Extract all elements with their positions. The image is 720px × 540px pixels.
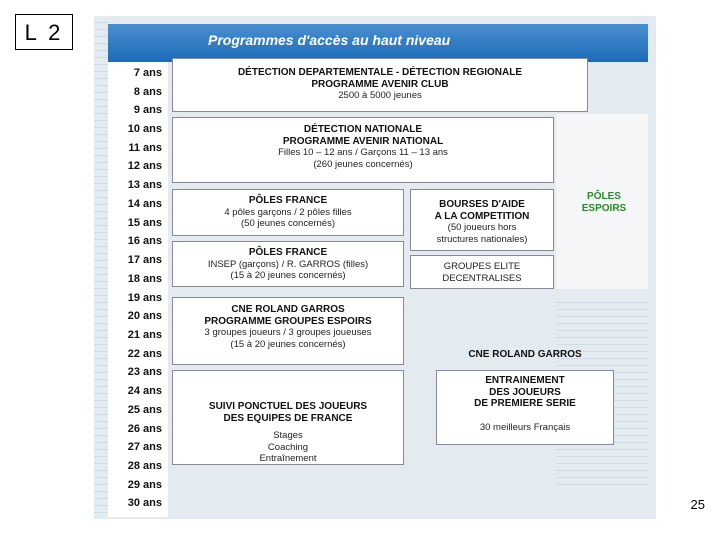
age-label: 9 ans	[133, 104, 162, 116]
box-bourses	[410, 189, 554, 251]
slide-label: L 2	[15, 14, 73, 50]
age-label: 26 ans	[127, 423, 162, 435]
age-label: 15 ans	[127, 217, 162, 229]
box-title: PÔLES FRANCE	[248, 195, 328, 206]
age-label: 18 ans	[127, 273, 162, 285]
age-label: 8 ans	[133, 86, 162, 98]
box-line: 2500 à 5000 jeunes	[338, 90, 422, 101]
box-title: CNE ROLAND GARROS	[231, 304, 345, 315]
age-label: 27 ans	[127, 441, 162, 453]
box-title: DÉTECTION NATIONALE	[303, 124, 423, 135]
box-line: (15 à 20 jeunes concernés)	[230, 270, 346, 281]
age-label: 30 ans	[127, 497, 162, 509]
box-line: GROUPES ELITE	[443, 261, 521, 272]
poles-espoirs-label	[564, 191, 644, 215]
age-label: 14 ans	[127, 198, 162, 210]
age-label: 21 ans	[127, 329, 162, 341]
box-title: BOURSES D'AIDE	[439, 199, 525, 210]
box-subtitle: DES EQUIPES DE FRANCE	[223, 412, 353, 424]
title-banner	[108, 24, 648, 62]
box-cne-groupes-espoirs	[172, 297, 404, 365]
box-subtitle: PROGRAMME GROUPES ESPOIRS	[204, 315, 372, 327]
box-line: structures nationales)	[436, 233, 528, 245]
box-subtitle: DES JOUEURS	[489, 386, 561, 398]
age-label: 22 ans	[127, 348, 162, 360]
box-detection-regionale	[172, 58, 588, 112]
age-label: 11 ans	[128, 142, 162, 154]
box-suivi-ponctuel	[172, 370, 404, 465]
box-detection-nationale	[172, 117, 554, 183]
age-label: 13 ans	[127, 179, 162, 191]
box-groupes-elite	[410, 255, 554, 289]
banner-title: Programmes d'accès au haut niveau	[208, 32, 451, 48]
age-label: 10 ans	[127, 123, 162, 135]
box-line: 30 meilleurs Français	[479, 421, 571, 433]
age-column	[108, 62, 168, 517]
box-line: Stages	[273, 430, 303, 441]
box-title: PÔLES FRANCE	[248, 247, 328, 258]
box-line: 4 pôles garçons / 2 pôles filles	[224, 206, 352, 218]
box-title: SUIVI PONCTUEL DES JOUEURS	[208, 401, 368, 412]
age-label: 12 ans	[127, 160, 162, 172]
box-subtitle: PROGRAMME AVENIR NATIONAL	[282, 135, 444, 147]
age-label: 23 ans	[127, 366, 162, 378]
box-line: (50 joueurs hors	[447, 222, 517, 233]
age-label: 17 ans	[127, 254, 162, 266]
box-line: (15 à 20 jeunes concernés)	[230, 338, 346, 350]
box-cne-roland-garros	[436, 297, 614, 365]
box-line: Filles 10 – 12 ans / Garçons 11 – 13 ans	[278, 147, 448, 158]
box-title: CNE ROLAND GARROS	[468, 349, 582, 360]
scanned-document	[94, 16, 656, 519]
age-label: 16 ans	[127, 235, 162, 247]
age-label: 28 ans	[127, 460, 162, 472]
box-title: ENTRAINEMENT	[485, 375, 565, 386]
poles-espoirs-line: PÔLES	[587, 191, 621, 202]
box-line: 3 groupes joueurs / 3 groupes joueuses	[204, 327, 372, 338]
box-subtitle: A LA COMPETITION	[434, 210, 530, 222]
box-line: Coaching	[267, 441, 309, 453]
age-label: 29 ans	[127, 479, 162, 491]
box-line: (260 jeunes concernés)	[313, 158, 413, 170]
age-label: 7 ans	[133, 67, 162, 79]
age-label: 25 ans	[127, 404, 162, 416]
box-line: INSEP (garçons) / R. GARROS (filles)	[207, 258, 369, 270]
background-text-left	[94, 16, 108, 519]
age-label: 20 ans	[127, 310, 162, 322]
box-poles-france-1	[172, 189, 404, 236]
box-title: DÉTECTION DEPARTEMENTALE - DÉTECTION REGIONALE	[237, 67, 523, 78]
box-entrainement	[436, 370, 614, 445]
box-line: DECENTRALISES	[442, 272, 522, 284]
box-poles-france-2	[172, 241, 404, 287]
page-number: 25	[690, 497, 705, 512]
poles-espoirs-line: ESPOIRS	[581, 203, 627, 214]
box-subtitle: PROGRAMME AVENIR CLUB	[311, 78, 449, 90]
box-subtitle: DE PREMIERE SERIE	[474, 398, 576, 409]
box-line: Entraînement	[259, 453, 317, 464]
age-label: 19 ans	[127, 292, 162, 304]
age-label: 24 ans	[127, 385, 162, 397]
box-line: (50 jeunes concernés)	[241, 218, 335, 229]
